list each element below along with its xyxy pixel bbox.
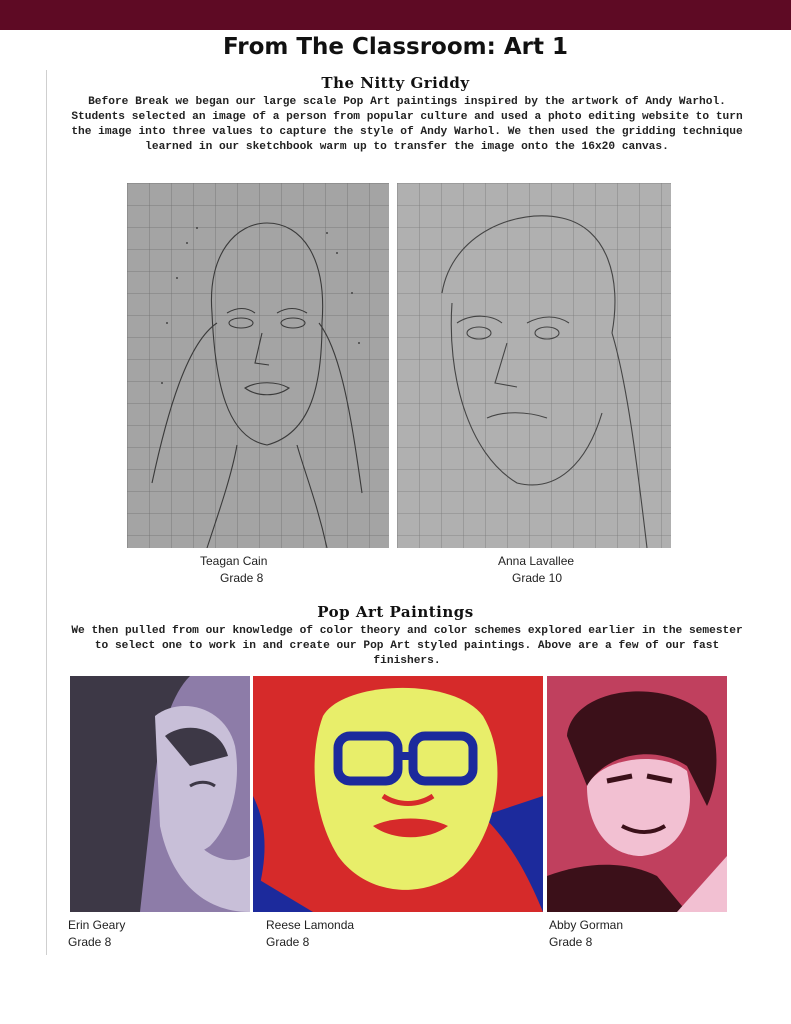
caption-anna-lavallee [498, 553, 588, 587]
artist-name: Anna Lavallee [498, 554, 575, 568]
artist-name: Reese Lamonda [266, 918, 355, 932]
artist-name: Erin Geary [68, 918, 126, 932]
pop-art-painting-2 [253, 676, 543, 912]
grid-drawing-portrait-2 [397, 183, 671, 548]
artist-grade: Grade 8 [266, 935, 310, 949]
artist-grade: Grade 8 [549, 935, 593, 949]
section-heading-pop-art: Pop Art Paintings [317, 603, 474, 621]
artist-grade: Grade 10 [512, 571, 563, 585]
pop-art-painting-1 [70, 676, 250, 912]
artist-grade: Grade 8 [220, 571, 264, 585]
artist-grade: Grade 8 [68, 935, 112, 949]
pop-art-painting-3 [547, 676, 727, 912]
caption-erin-geary [68, 917, 178, 951]
artist-name: Abby Gorman [549, 918, 624, 932]
caption-teagan-cain [200, 553, 280, 587]
artist-name: Teagan Cain [200, 554, 268, 568]
caption-reese-lamonda [266, 917, 386, 951]
section-body-pop-art: We then pulled from our knowledge of color theory and color schemes explored earlier in the semester to select one to work in and create our Pop Art styled paintings. Above are a few of our fast finishers. [71, 625, 743, 667]
header-banner [0, 0, 791, 30]
section-body-nitty-griddy: Before Break we began our large scale Pop Art paintings inspired by the artwork of Andy Warhol. Students selected an image of a person from popular culture and used a photo editing website to turn the image into three values to capture the style of Andy Warhol. We then used the gridding technique learned in our sketchbook warm up to transfer the image onto the 16x20 canvas. [71, 96, 743, 153]
section-heading-nitty-griddy: The Nitty Griddy [321, 74, 470, 92]
caption-abby-gorman [549, 917, 669, 951]
column-divider [46, 70, 47, 955]
page-title: From The Classroom: Art 1 [223, 34, 568, 60]
grid-drawing-portrait-1 [127, 183, 389, 548]
